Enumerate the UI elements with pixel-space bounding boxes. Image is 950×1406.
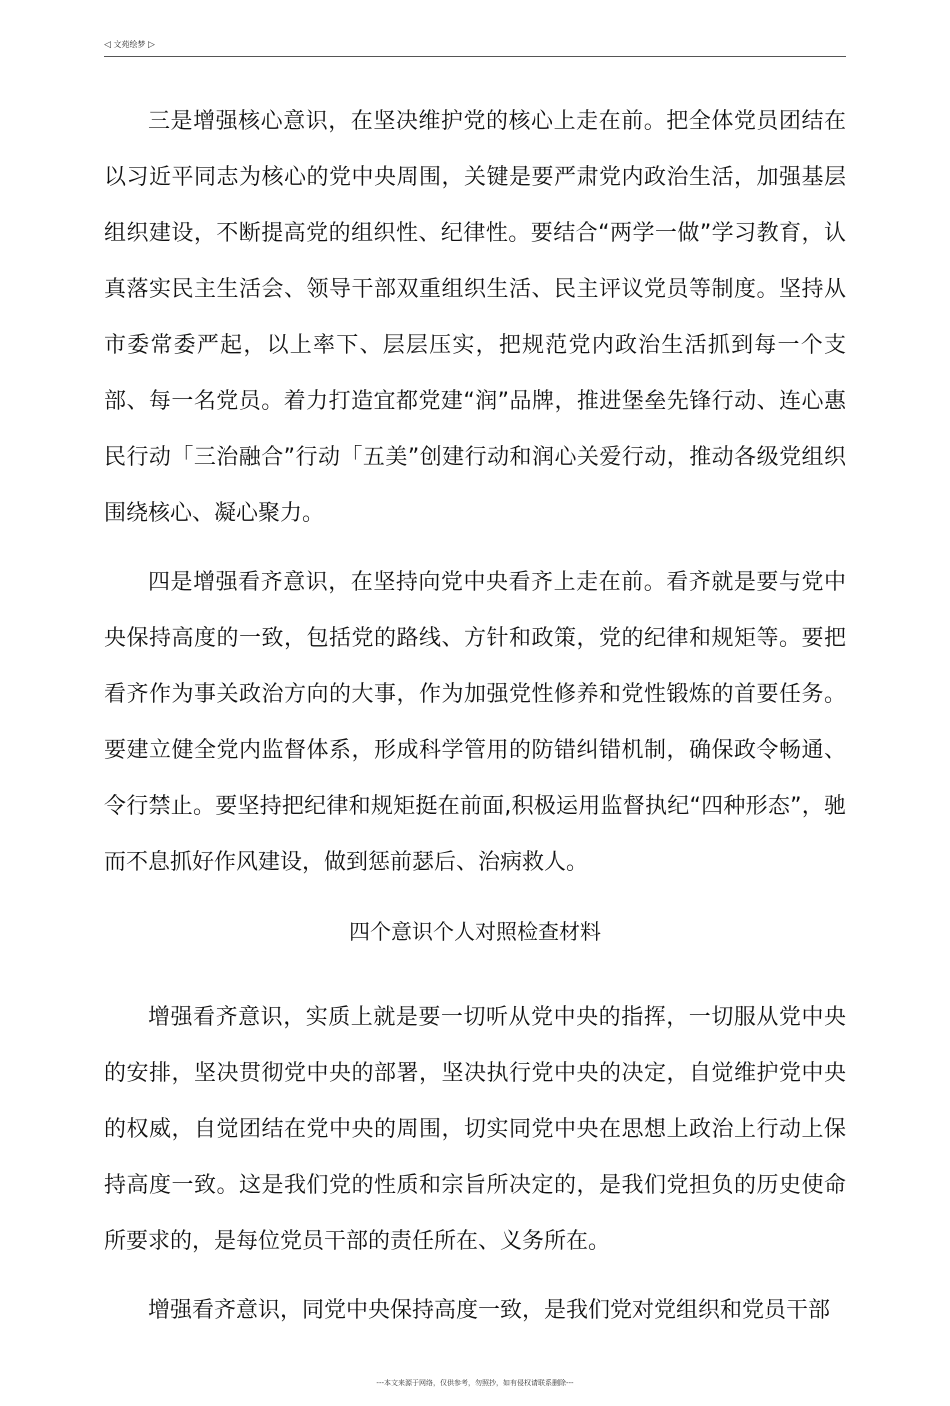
paragraph-alignment-requirement: 增强看齐意识，同党中央保持高度一致，是我们党对党组织和党员干部 [148, 1298, 831, 1323]
page-footer: ---本文来源于网络，仅供参考，勿照抄，如有侵权请联系删除--- [376, 1379, 574, 1387]
left-triangle-icon: ◁ [104, 40, 111, 50]
header-brand: 文苑绘梦 [113, 40, 146, 49]
section-title: 四个意识个人对照检查材料 [349, 920, 601, 944]
paragraph-core-awareness: 三是增强核心意识，在坚决维护党的核心上走在前。把全体党员团结在以习近平同志为核心的党中央周围，关键是要严肃党内政治生活，加强基层组织建设，不断提高党的组织性、纪律性。要结合“两学一做”学习教育，认真落实民主生活会、领导干部双重组织生活、民主评议党员等制度。坚持从市委常委严起，以上率下、层层压实，把规范党内政治生活抓到每一个支部、每一名党员。着力打造宜都党建“润”品牌，推进堡垒先锋行动、连心惠民行动「三治融合”行动「五美”创建行动和润心关爱行动，推动各级党组织围绕核心、凝心聚力。 [104, 109, 846, 526]
right-triangle-icon: ▷ [148, 40, 155, 50]
paragraph-alignment-awareness: 四是增强看齐意识，在坚持向党中央看齐上走在前。看齐就是要与党中央保持高度的一致，包括党的路线、方针和政策，党的纪律和规矩等。要把看齐作为事关政治方向的大事，作为加强党性修养和党性锻炼的首要任务。要建立健全党内监督体系，形成科学管用的防错纠错机制，确保政令畅通、令行禁止。要坚持把纪律和规矩挺在前面,积极运用监督执纪“四种形态”，驰而不息抓好作风建设，做到惩前瑟后、治病救人。 [104, 570, 846, 875]
page-header [104, 38, 846, 57]
document-body [104, 94, 846, 1352]
paragraph-alignment-essence: 增强看齐意识，实质上就是要一切听从党中央的指挥，一切服从党中央的安排，坚决贯彻党中央的部署，坚决执行党中央的决定，自觉维护党中央的权威，自觉团结在党中央的周围，切实同党中央在思想上政治上行动上保持高度一致。这是我们党的性质和宗旨所决定的，是我们党担负的历史使命所要求的，是每位党员干部的责任所在、义务所在。 [104, 1005, 846, 1254]
